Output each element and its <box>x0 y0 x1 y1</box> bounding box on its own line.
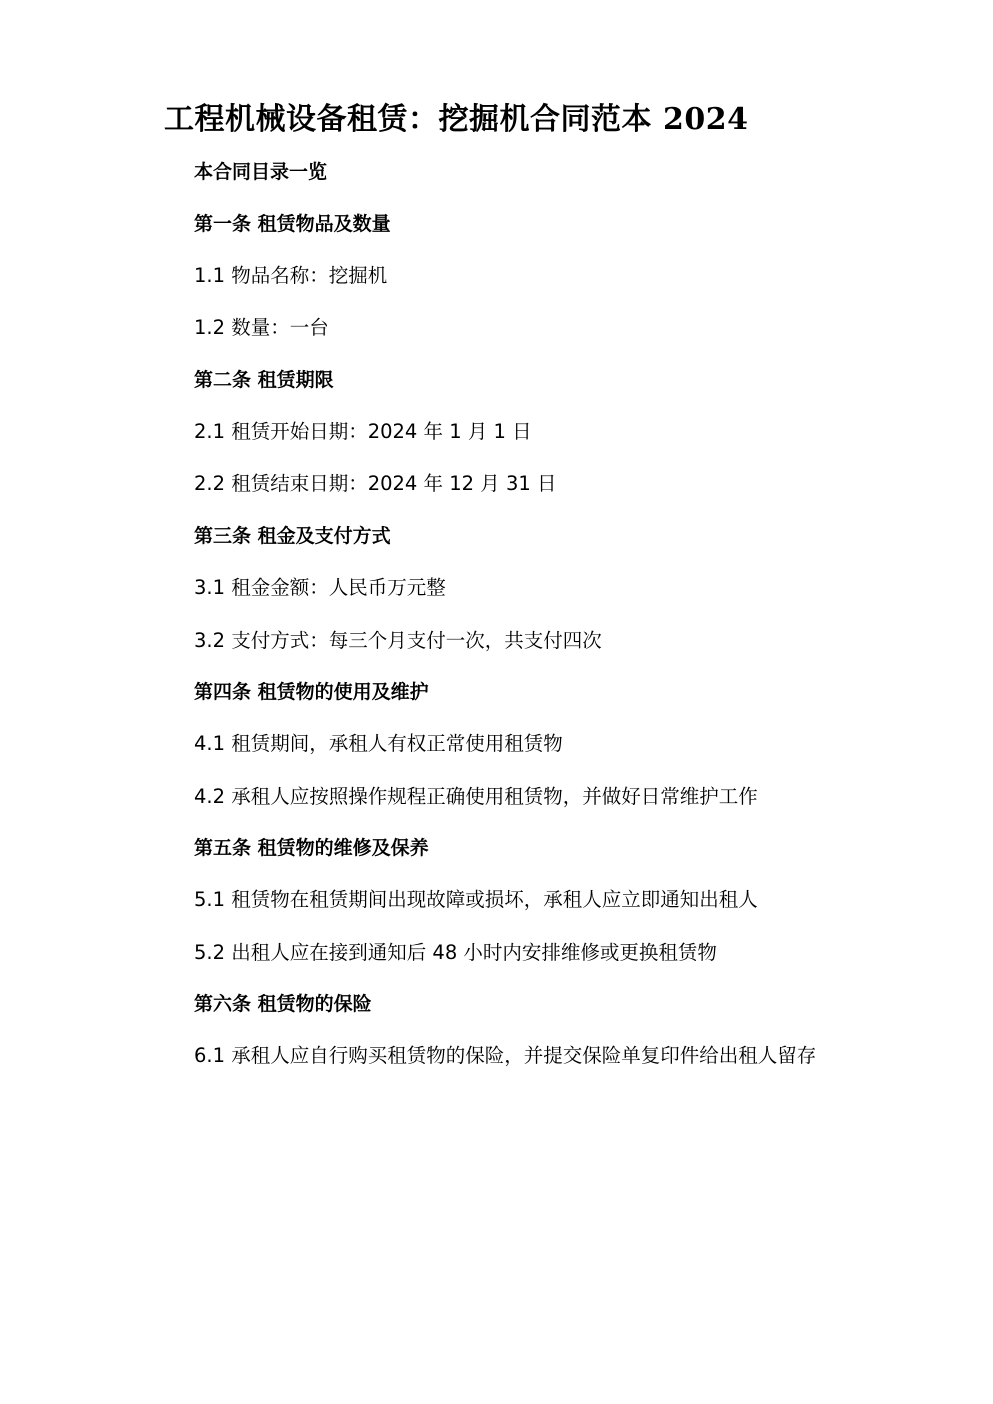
clause-paragraph: 2.2 租赁结束日期：2024 年 12 月 31 日 <box>194 472 557 496</box>
clause-paragraph: 5.1 租赁物在租赁期间出现故障或损坏，承租人应立即通知出租人 <box>194 888 758 912</box>
clause-paragraph: 3.2 支付方式：每三个月支付一次，共支付四次 <box>194 628 602 652</box>
clause-paragraph: 3.1 租金金额：人民币万元整 <box>194 576 446 600</box>
clause-paragraph: 1.1 物品名称：挖掘机 <box>194 264 388 288</box>
clause-paragraph: 4.2 承租人应按照操作规程正确使用租赁物，并做好日常维护工作 <box>194 784 758 808</box>
clause-paragraph: 4.1 租赁期间，承租人有权正常使用租赁物 <box>194 732 563 756</box>
section-heading: 第三条 租金及支付方式 <box>194 524 391 547</box>
section-heading: 第二条 租赁期限 <box>194 368 334 391</box>
document-body <box>150 159 843 1071</box>
clause-paragraph: 1.2 数量：一台 <box>194 316 329 340</box>
clause-paragraph: 2.1 租赁开始日期：2024 年 1 月 1 日 <box>194 420 532 444</box>
section-heading: 第一条 租赁物品及数量 <box>194 212 391 235</box>
section-heading: 第四条 租赁物的使用及维护 <box>194 680 429 703</box>
section-heading: 第六条 租赁物的保险 <box>194 992 372 1015</box>
clause-paragraph: 6.1 承租人应自行购买租赁物的保险，并提交保险单复印件给出租人留存 <box>194 1044 817 1068</box>
page-title: 工程机械设备租赁：挖掘机合同范本 2024 <box>164 102 749 137</box>
section-heading: 本合同目录一览 <box>194 161 328 183</box>
clause-paragraph: 5.2 出租人应在接到通知后 48 小时内安排维修或更换租赁物 <box>194 940 717 964</box>
section-heading: 第五条 租赁物的维修及保养 <box>194 836 429 859</box>
